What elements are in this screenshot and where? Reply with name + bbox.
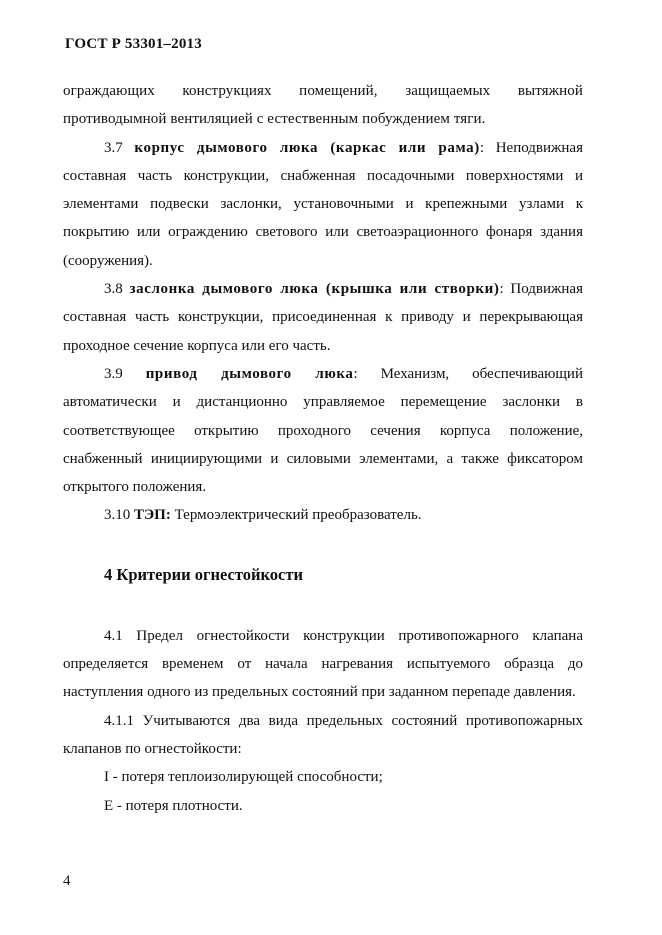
clause-number: 3.10	[104, 507, 131, 524]
definition-text: : Механизм, обеспечивающий автоматически и дистанционно управляемое перемещение заслонки в соответствующее открытию проходного сечения корпуса положение, снабженный инициирующими и силовыми элементами, а также фиксатором открытого положения.	[63, 365, 583, 496]
definition-text: : Неподвижная составная часть конструкции, снабженная посадочными поверхностями и элементами подвески заслонки, установочными и крепежными узлами к покрытию или ограждению светового или светоаэрационного фонаря здания (сооружения).	[63, 139, 583, 269]
paragraph-continuation: ограждающих конструкциях помещений, защищаемых вытяжной противодымной вентиляцией с естественным побуждением тяги.	[63, 83, 583, 128]
term: заслонка дымового люка (крышка или створки)	[129, 281, 500, 298]
term: привод дымового люка	[145, 365, 354, 382]
definition-3-10	[63, 501, 583, 529]
definition-3-7	[63, 134, 583, 275]
section-heading: 4 Критерии огнестойкости	[104, 564, 303, 584]
term: ТЭП:	[134, 507, 171, 524]
definition-text: Термоэлектрический преобразователь.	[170, 507, 422, 524]
definition-3-8	[63, 275, 583, 360]
definition-text: : Подвижная составная часть конструкции, присоединенная к приводу и перекрывающая проходное сечение корпуса или его часть.	[63, 281, 583, 354]
document-body	[63, 77, 583, 820]
document-header: ГОСТ Р 53301–2013	[65, 36, 202, 52]
paragraph-4-1-1: 4.1.1 Учитываются два вида предельных состояний противопожарных клапанов по огнестойкости:	[63, 712, 583, 757]
clause-number: 3.8	[104, 281, 123, 298]
clause-number: 3.9	[104, 365, 123, 382]
list-item-i: I - потеря теплоизолирующей способности;	[104, 769, 383, 786]
list-item-e: E - потеря плотности.	[104, 797, 243, 814]
term: корпус дымового люка (каркас или рама)	[134, 139, 480, 156]
clause-number: 3.7	[104, 139, 123, 156]
page-number: 4	[63, 873, 71, 889]
paragraph-4-1: 4.1 Предел огнестойкости конструкции противопожарного клапана определяется временем от начала нагревания испытуемого образца до наступления одного из предельных состояний при заданном перепаде давления.	[63, 627, 583, 701]
definition-3-9	[63, 360, 583, 501]
